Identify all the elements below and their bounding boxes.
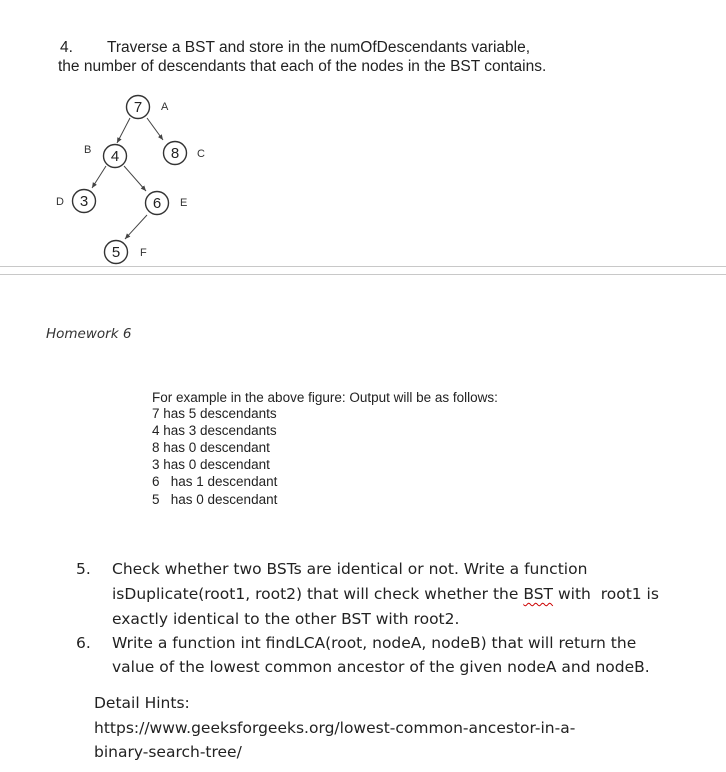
- question-5-line-2: [112, 585, 659, 603]
- page-divider-top: [0, 266, 726, 267]
- tree-node-f: [105, 241, 148, 264]
- node-f-value: 5: [111, 244, 121, 261]
- question-4-line-2: the number of descendants that each of the nodes in the BST contains.: [58, 58, 547, 75]
- tree-node-b: [84, 144, 127, 168]
- question-6-line-1: Write a function int findLCA(root, nodeA, nodeB) that will return the: [112, 634, 637, 652]
- edge-7-8: [147, 118, 163, 140]
- bst-diagram: [0, 0, 726, 280]
- node-e-label: E: [180, 197, 188, 209]
- node-b-value: 4: [110, 148, 120, 165]
- question-5-line-2-pre: isDuplicate(root1, root2) that will check whether the: [112, 585, 524, 603]
- question-5-line-2-post: with root1 is: [553, 585, 659, 603]
- question-5-line-3: exactly identical to the other BST with root2.: [112, 610, 460, 628]
- tree-node-d: [56, 190, 96, 213]
- node-d-label: D: [56, 196, 64, 208]
- tree-node-e: [146, 192, 188, 215]
- node-c-value: 8: [170, 145, 180, 162]
- node-b-label: B: [84, 144, 92, 156]
- example-line: 7 has 5 descendants: [152, 406, 277, 421]
- example-line: 8 has 0 descendant: [152, 440, 270, 455]
- question-6-line-2: value of the lowest common ancestor of the given nodeA and nodeB.: [112, 658, 650, 676]
- edge-7-4: [117, 118, 130, 143]
- hints-url-line-2[interactable]: binary-search-tree/: [94, 743, 242, 761]
- question-6-number: 6.: [76, 634, 91, 652]
- example-line: 5 has 0 descendant: [152, 492, 278, 507]
- node-d-value: 3: [79, 193, 89, 210]
- question-4-number: 4.: [60, 39, 73, 56]
- edge-4-3: [92, 166, 106, 188]
- question-4-line-1: Traverse a BST and store in the numOfDescendants variable,: [107, 39, 531, 56]
- homework-title: Homework 6: [46, 326, 132, 342]
- node-a-value: 7: [133, 99, 143, 116]
- edge-6-5: [125, 215, 147, 239]
- example-intro: For example in the above figure: Output will be as follows:: [152, 390, 498, 405]
- tree-node-a: [127, 96, 170, 119]
- tree-node-c: [164, 142, 206, 165]
- example-line: 4 has 3 descendants: [152, 423, 277, 438]
- question-5-line-1: Check whether two BSTs are identical or not. Write a function: [112, 560, 588, 578]
- node-f-label: F: [140, 247, 147, 259]
- page-divider-bottom: [0, 274, 726, 275]
- node-e-value: 6: [152, 195, 162, 212]
- spellcheck-word-bst: BST: [523, 585, 554, 603]
- hints-label: Detail Hints:: [94, 694, 190, 712]
- example-line: 3 has 0 descendant: [152, 457, 270, 472]
- edge-4-6: [124, 166, 146, 191]
- question-5-number: 5.: [76, 560, 91, 578]
- hints-url-line-1[interactable]: https://www.geeksforgeeks.org/lowest-common-ancestor-in-a-: [94, 719, 576, 737]
- example-line: 6 has 1 descendant: [152, 474, 278, 489]
- node-a-label: A: [161, 101, 169, 113]
- node-c-label: C: [197, 148, 205, 160]
